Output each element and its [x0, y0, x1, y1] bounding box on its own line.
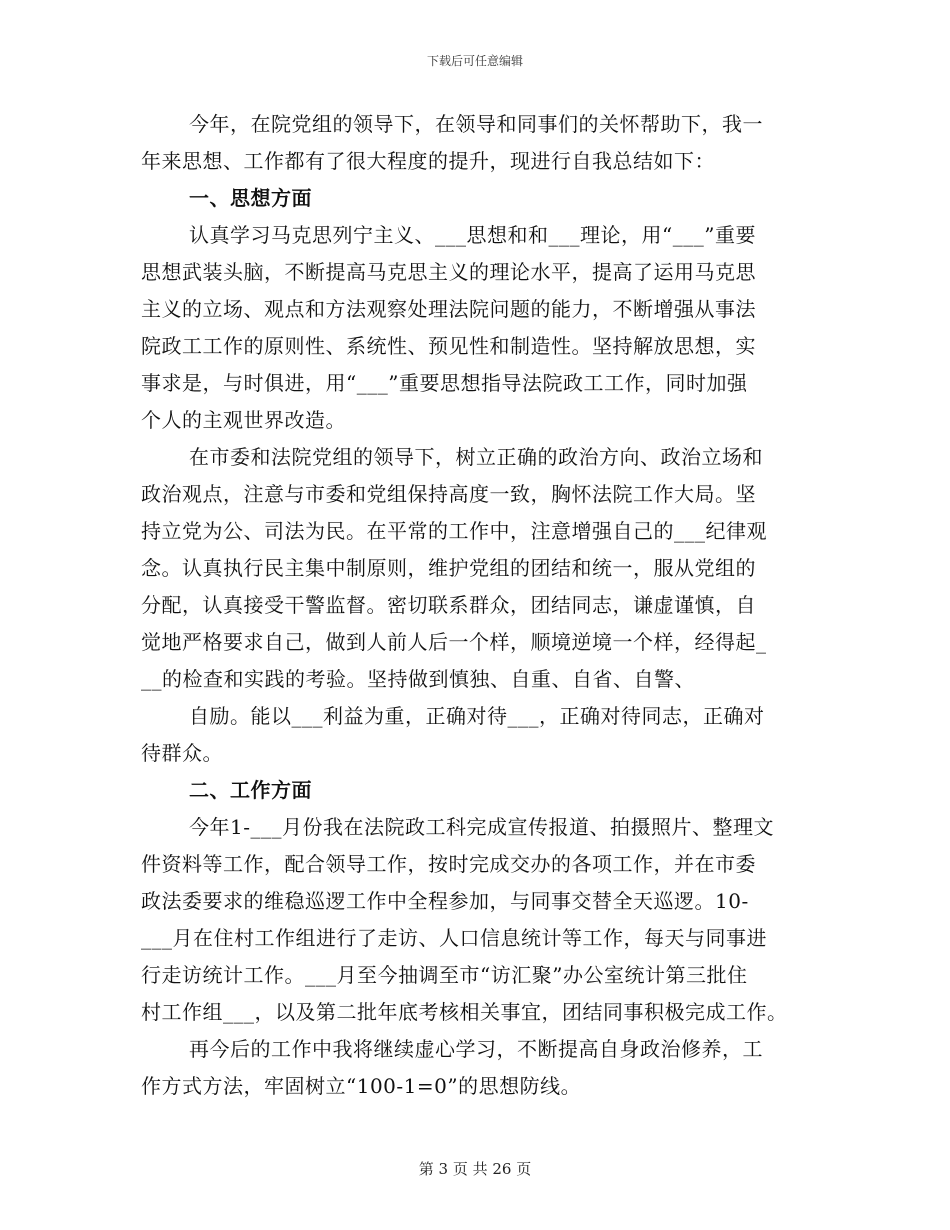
text-line: 行走访统计工作。___月至今抽调至市“访汇聚”办公室统计第三批住	[141, 963, 748, 987]
text-line: 作方式方法，牢固树立“100-1=0”的思想防线。	[141, 1074, 582, 1098]
text-line: 觉地严格要求自己，做到人前人后一个样，顺境逆境一个样，经得起_	[141, 630, 767, 654]
text-line: 待群众。	[141, 741, 223, 765]
text-line: 政治观点，注意与市委和党组保持高度一致，胸怀法院工作大局。坚	[141, 482, 756, 506]
text-line: 主义的立场、观点和方法观察处理法院问题的能力，不断增强从事法	[141, 297, 756, 321]
text-line: 件资料等工作，配合领导工作，按时完成交办的各项工作，并在市委	[141, 852, 756, 876]
page-footer: 第 3 页 共 26 页	[418, 1160, 532, 1178]
text-line: 再今后的工作中我将继续虚心学习，不断提高自身政治修养，工	[189, 1037, 763, 1061]
text-line: 村工作组___，以及第二批年底考核相关事宜，团结同事积极完成工作。	[141, 1000, 788, 1024]
text-line: 在市委和法院党组的领导下，树立正确的政治方向、政治立场和	[189, 445, 763, 469]
section-heading: 一、思想方面	[189, 186, 312, 210]
document-body	[141, 106, 817, 1105]
text-line: __的检查和实践的考验。坚持做到慎独、自重、自省、自警、	[141, 667, 695, 691]
text-line: 自励。能以___利益为重，正确对待___，正确对待同志，正确对	[189, 704, 765, 728]
text-line: 思想武装头脑，不断提高马克思主义的理论水平，提高了运用马克思	[141, 260, 756, 284]
text-line: 年来思想、工作都有了很大程度的提升，现进行自我总结如下：	[141, 149, 715, 173]
text-line: 事求是，与时俱进，用“___”重要思想指导法院政工工作，同时加强	[141, 371, 748, 395]
text-line: 认真学习马克思列宁主义、___思想和和___理论，用“___”重要	[189, 223, 756, 247]
text-line: 今年1-___月份我在法院政工科完成宣传报道、拍摄照片、整理文	[189, 815, 774, 839]
text-line: 政法委要求的维稳巡逻工作中全程参加，与同事交替全天巡逻。10-	[141, 889, 749, 913]
text-line: 今年，在院党组的领导下，在领导和同事们的关怀帮助下，我一	[189, 112, 763, 136]
page-header: 下载后可任意编辑	[426, 54, 523, 68]
text-line: 分配，认真接受干警监督。密切联系群众，团结同志，谦虚谨慎，自	[141, 593, 756, 617]
text-line: ___月在住村工作组进行了走访、人口信息统计等工作，每天与同事进	[141, 926, 767, 950]
section-heading: 二、工作方面	[189, 778, 312, 802]
text-line: 院政工工作的原则性、系统性、预见性和制造性。坚持解放思想，实	[141, 334, 756, 358]
text-line: 念。认真执行民主集中制原则，维护党组的团结和统一，服从党组的	[141, 556, 756, 580]
text-line: 个人的主观世界改造。	[141, 408, 346, 432]
text-line: 持立党为公、司法为民。在平常的工作中，注意增强自己的___纪律观	[141, 519, 767, 543]
